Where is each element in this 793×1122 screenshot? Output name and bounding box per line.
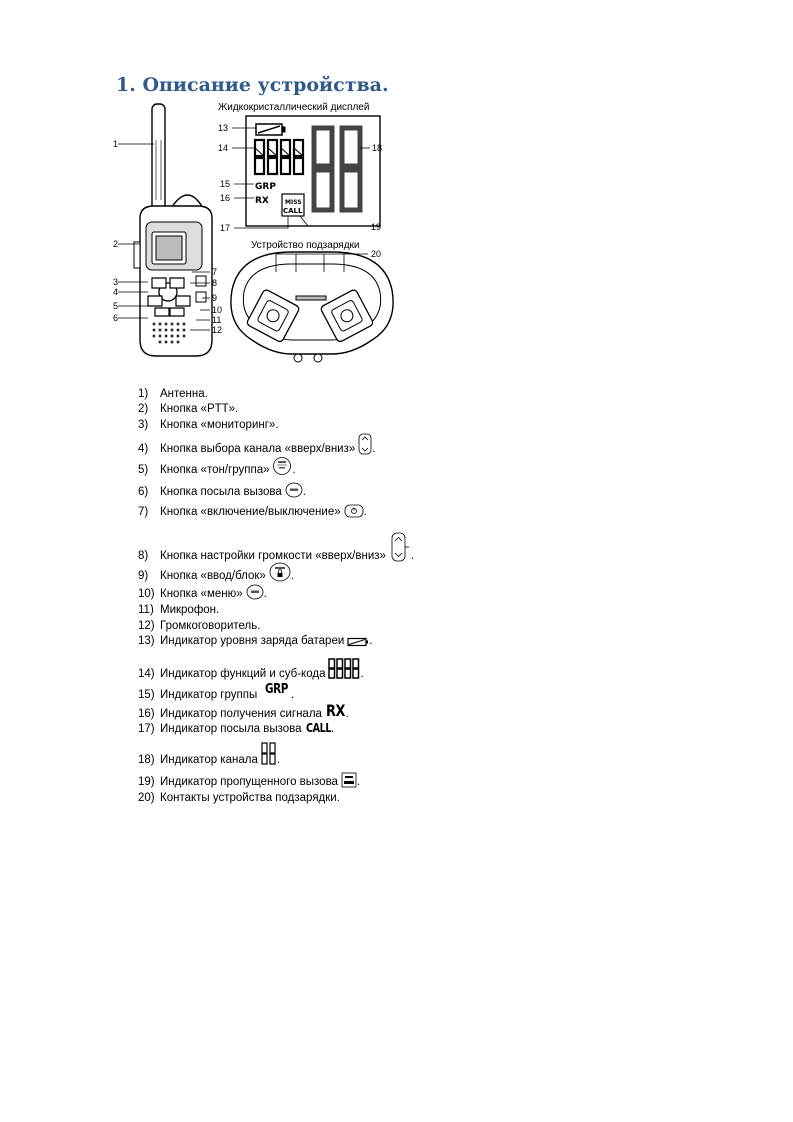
call-text-icon: CALL <box>305 721 331 735</box>
channel-digits-icon <box>261 742 277 766</box>
list-item: 11) Микрофон. <box>138 604 220 616</box>
volume-icon <box>389 532 411 562</box>
miss-call-icon <box>341 772 357 788</box>
call-icon <box>285 482 303 498</box>
lcd-rx-text: RX <box>255 196 269 206</box>
list-item: 19) Индикатор пропущенного вызова . <box>138 772 360 788</box>
section-title: 1. Описание устройства. <box>116 74 389 96</box>
callout-19: 19 <box>371 222 382 232</box>
charger-illustration <box>231 252 393 362</box>
list-item: 8) Кнопка настройки громкости «вверх/вниз» . <box>138 532 414 562</box>
callout-10: 10 <box>212 305 223 315</box>
callout-12: 12 <box>212 325 223 335</box>
radio-illustration <box>118 104 212 356</box>
callout-7: 7 <box>212 267 218 277</box>
battery-icon <box>347 637 369 647</box>
charger-label: Устройство подзарядки <box>251 240 360 251</box>
list-item: 7) Кнопка «включение/выключение» . <box>138 506 367 518</box>
callout-6: 6 <box>113 313 119 323</box>
device-figure <box>108 98 408 368</box>
list-item: 18) Индикатор канала . <box>138 742 280 766</box>
callout-3: 3 <box>113 277 119 287</box>
list-item: 12) Громкоговоритель. <box>138 620 261 632</box>
list-item: 16) Индикатор получения сигнала RX . <box>138 701 349 720</box>
lcd-grp-text: GRP <box>255 182 276 192</box>
rx-icon: RX <box>325 701 345 720</box>
callout-8: 8 <box>212 278 218 288</box>
list-item: 17) Индикатор посыла вызова CALL . <box>138 721 335 735</box>
list-item: 4) Кнопка выбора канала «вверх/вниз» . <box>138 433 375 455</box>
list-item: 2) Кнопка «PTT». <box>138 403 239 415</box>
callout-17: 17 <box>220 223 231 233</box>
grp-icon: GRP <box>265 682 289 697</box>
list-item: 13) Индикатор уровня заряда батареи . <box>138 635 373 647</box>
list-item: 14) Индикатор функций и суб-кода . <box>138 658 364 680</box>
enter-lock-icon <box>269 562 291 582</box>
callout-1: 1 <box>113 139 119 149</box>
list-item: 5) Кнопка «тон/группа» . <box>138 456 296 476</box>
list-item: 3) Кнопка «мониторинг». <box>138 419 279 431</box>
power-icon <box>344 504 364 518</box>
callout-16: 16 <box>220 193 231 203</box>
callout-14: 14 <box>218 143 229 153</box>
tone-group-icon <box>272 456 292 476</box>
callout-13: 13 <box>218 123 229 133</box>
callout-11: 11 <box>212 315 222 325</box>
segment-icon <box>328 658 360 680</box>
callout-2: 2 <box>113 239 119 249</box>
menu-icon <box>246 584 264 600</box>
callout-15: 15 <box>220 179 231 189</box>
callout-9: 9 <box>212 293 218 303</box>
lcd-miss-text: MISS <box>285 199 302 206</box>
list-item: 10) Кнопка «меню» . <box>138 584 267 600</box>
lcd-call-text: CALL <box>283 207 303 215</box>
up-down-icon <box>358 433 372 455</box>
list-item: 20) Контакты устройства подзарядки. <box>138 792 340 804</box>
lcd-label: Жидкокристаллический дисплей <box>218 102 370 113</box>
list-item: 6) Кнопка посыла вызова . <box>138 482 306 498</box>
list-item: 15) Индикатор группы GRP . <box>138 682 295 701</box>
callout-4: 4 <box>113 287 119 297</box>
list-item: 1) Антенна. <box>138 388 208 400</box>
list-item: 9) Кнопка «ввод/блок» . <box>138 562 294 582</box>
callout-5: 5 <box>113 301 119 311</box>
callout-20: 20 <box>371 249 382 259</box>
callout-18: 18 <box>372 143 383 153</box>
